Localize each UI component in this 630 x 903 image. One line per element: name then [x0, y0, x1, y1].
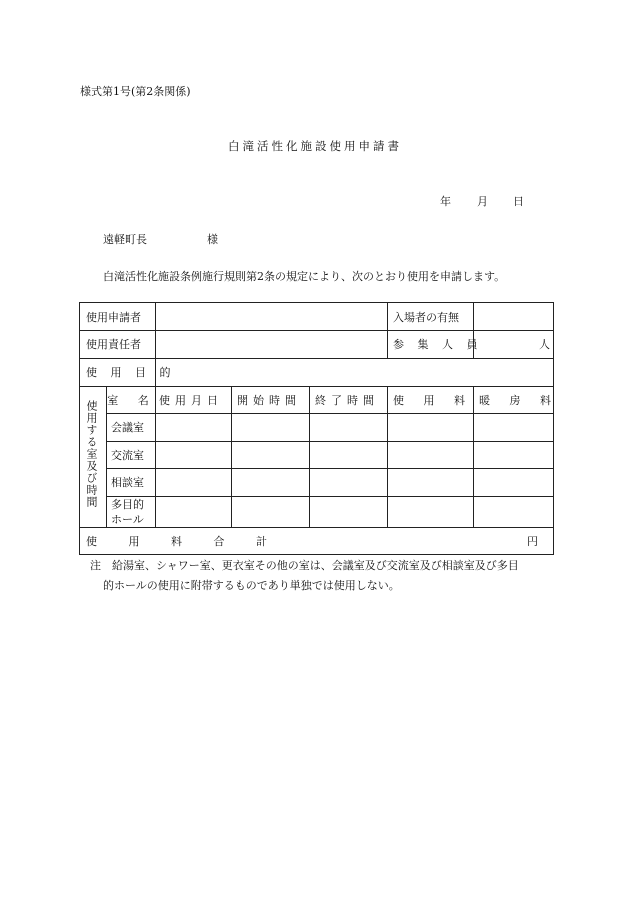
col-header-heating-fee: 暖 房 料	[479, 393, 559, 407]
room-name-meeting: 会議室	[111, 421, 144, 434]
meeting-usage-fee-field[interactable]	[390, 414, 471, 440]
exchange-heating-fee-field[interactable]	[476, 442, 550, 467]
admission-field[interactable]	[476, 304, 550, 329]
form-number: 様式第1号(第2条関係)	[80, 85, 191, 98]
meeting-use-date-field[interactable]	[158, 414, 229, 440]
hall-heating-fee-field[interactable]	[476, 497, 550, 526]
consultation-end-time-field[interactable]	[312, 469, 385, 495]
hall-start-time-field[interactable]	[234, 497, 307, 526]
meeting-end-time-field[interactable]	[312, 414, 385, 440]
hall-use-date-field[interactable]	[158, 497, 229, 526]
intro-text: 白滝活性化施設条例施行規則第2条の規定により、次のとおり使用を申請します。	[103, 270, 506, 283]
application-form-table	[79, 302, 559, 555]
room-name-multipurpose-line2: ホール	[111, 513, 144, 526]
exchange-end-time-field[interactable]	[312, 442, 385, 467]
applicant-label: 使用申請者	[86, 310, 141, 324]
exchange-usage-fee-field[interactable]	[390, 442, 471, 467]
exchange-use-date-field[interactable]	[158, 442, 229, 467]
participants-label: 参 集 人 員	[393, 338, 483, 351]
meeting-start-time-field[interactable]	[234, 414, 307, 440]
purpose-label: 使 用 目 的	[86, 366, 176, 379]
room-name-multipurpose-line1: 多目的	[111, 498, 144, 511]
note-line-1: 注 給湯室、シャワー室、更衣室その他の室は、会議室及び交流室及び相談室及び多目	[90, 559, 519, 572]
honorific: 様	[207, 233, 218, 246]
date-day-label: 日	[513, 195, 524, 208]
responsible-label: 使用責任者	[86, 338, 141, 351]
admission-label: 入場者の有無	[393, 310, 459, 324]
col-header-end-time: 終了時間	[315, 393, 379, 407]
col-header-usage-fee: 使 用 料	[393, 393, 473, 407]
hall-usage-fee-field[interactable]	[390, 497, 471, 526]
consultation-start-time-field[interactable]	[234, 469, 307, 495]
meeting-heating-fee-field[interactable]	[476, 414, 550, 440]
consultation-use-date-field[interactable]	[158, 469, 229, 495]
consultation-usage-fee-field[interactable]	[390, 469, 471, 495]
room-name-consultation: 相談室	[111, 476, 144, 489]
participants-field[interactable]	[476, 331, 550, 357]
addressee: 遠軽町長	[103, 233, 147, 246]
participants-unit: 人	[539, 338, 550, 351]
consultation-heating-fee-field[interactable]	[476, 469, 550, 495]
col-header-room-name: 室 名	[107, 393, 157, 407]
total-fee-field[interactable]	[258, 528, 538, 553]
col-header-start-time: 開始時間	[237, 393, 301, 407]
purpose-field[interactable]	[158, 359, 550, 385]
rooms-section-label: 使用する室及び時間	[85, 400, 98, 508]
room-name-exchange: 交流室	[111, 448, 144, 462]
exchange-start-time-field[interactable]	[234, 442, 307, 467]
date-month-label: 月	[477, 195, 488, 208]
date-year-label: 年	[440, 195, 451, 208]
document-title: 白滝活性化施設使用申請書	[228, 139, 402, 153]
total-fee-unit: 円	[527, 534, 538, 548]
total-fee-label: 使 用 料 合 計	[86, 534, 281, 548]
note-line-2: 的ホールの使用に附帯するものであり単独では使用しない。	[103, 579, 400, 592]
responsible-field[interactable]	[158, 331, 384, 357]
col-header-use-date: 使用月日	[159, 393, 223, 407]
hall-end-time-field[interactable]	[312, 497, 385, 526]
applicant-field[interactable]	[158, 304, 384, 329]
room-name-multipurpose-hall	[111, 497, 144, 527]
